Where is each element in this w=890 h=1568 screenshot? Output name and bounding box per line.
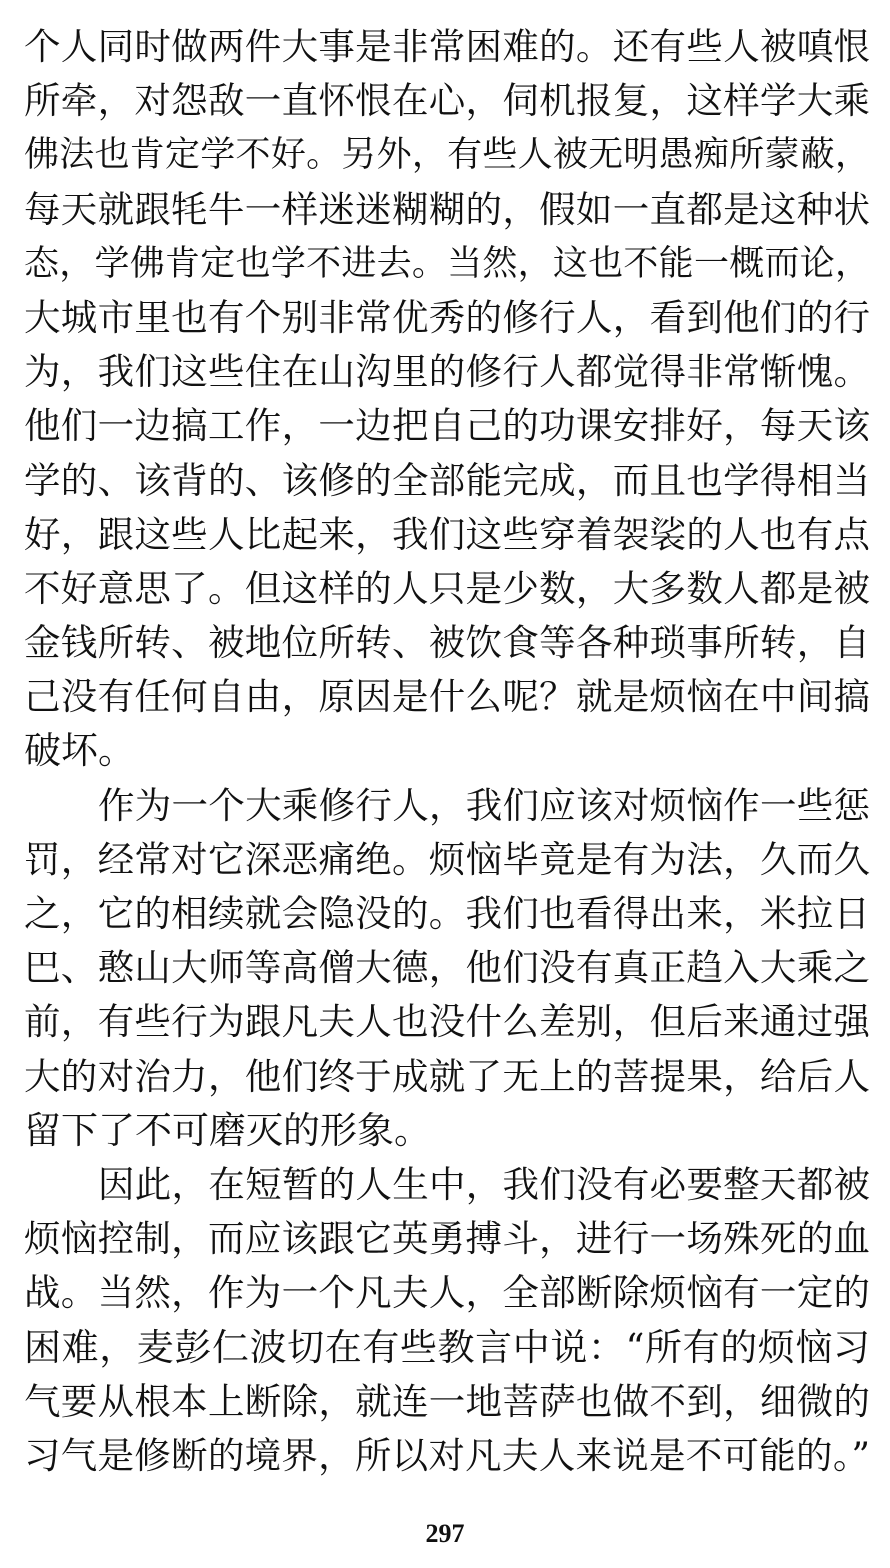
text-line: 习气是修断的境界，所以对凡夫人来说是不可能的。” — [24, 1433, 870, 1477]
text-line: 前，有些行为跟凡夫人也没什么差别，但后来通过强 — [24, 1000, 870, 1044]
paragraph-first-line: 因此，在短暂的人生中，我们没有必要整天都被 — [98, 1162, 870, 1206]
text-line: 留下了不可磨灭的形象。 — [24, 1108, 431, 1152]
text-line: 他们一边搞工作，一边把自己的功课安排好，每天该 — [24, 404, 870, 448]
text-line: 己没有任何自由，原因是什么呢？就是烦恼在中间搞 — [24, 675, 870, 719]
text-line: 佛法也肯定学不好。另外，有些人被无明愚痴所蒙蔽， — [24, 135, 870, 176]
paragraph-first-line: 作为一个大乘修行人，我们应该对烦恼作一些惩 — [98, 783, 870, 827]
text-line: 不好意思了。但这样的人只是少数，大多数人都是被 — [24, 566, 870, 610]
text-line: 巴、憨山大师等高僧大德，他们没有真正趋入大乘之 — [24, 946, 870, 990]
body-text — [24, 20, 870, 1483]
text-line: 态，学佛肯定也学不进去。当然，这也不能一概而论， — [24, 243, 870, 284]
text-line: 学的、该背的、该修的全部能完成，而且也学得相当 — [24, 458, 870, 502]
text-line: 困难，麦彭仁波切在有些教言中说：“所有的烦恼习 — [24, 1325, 870, 1369]
text-line: 所牵，对怨敌一直怀恨在心，伺机报复，这样学大乘 — [24, 79, 870, 123]
page-number: 297 — [425, 1519, 465, 1548]
text-line: 大的对治力，他们终于成就了无上的菩提果，给后人 — [24, 1054, 870, 1098]
text-line: 气要从根本上断除，就连一地菩萨也做不到，细微的 — [24, 1379, 870, 1423]
text-line: 好，跟这些人比起来，我们这些穿着袈裟的人也有点 — [24, 512, 870, 556]
text-line: 烦恼控制，而应该跟它英勇搏斗，进行一场殊死的血 — [24, 1217, 870, 1261]
text-line: 破坏。 — [24, 729, 135, 773]
text-line: 每天就跟牦牛一样迷迷糊糊的，假如一直都是这种状 — [24, 187, 870, 231]
text-line: 罚，经常对它深恶痛绝。烦恼毕竟是有为法，久而久 — [24, 837, 870, 881]
text-line: 个人同时做两件大事是非常困难的。还有些人被嗔恨 — [24, 25, 870, 68]
text-line: 战。当然，作为一个凡夫人，全部断除烦恼有一定的 — [24, 1271, 870, 1315]
text-line: 大城市里也有个别非常优秀的修行人，看到他们的行 — [24, 295, 870, 339]
text-line: 金钱所转、被地位所转、被饮食等各种琐事所转，自 — [24, 621, 870, 665]
text-line: 之，它的相续就会隐没的。我们也看得出来，米拉日 — [24, 892, 870, 935]
text-line: 为，我们这些住在山沟里的修行人都觉得非常惭愧。 — [24, 350, 870, 394]
